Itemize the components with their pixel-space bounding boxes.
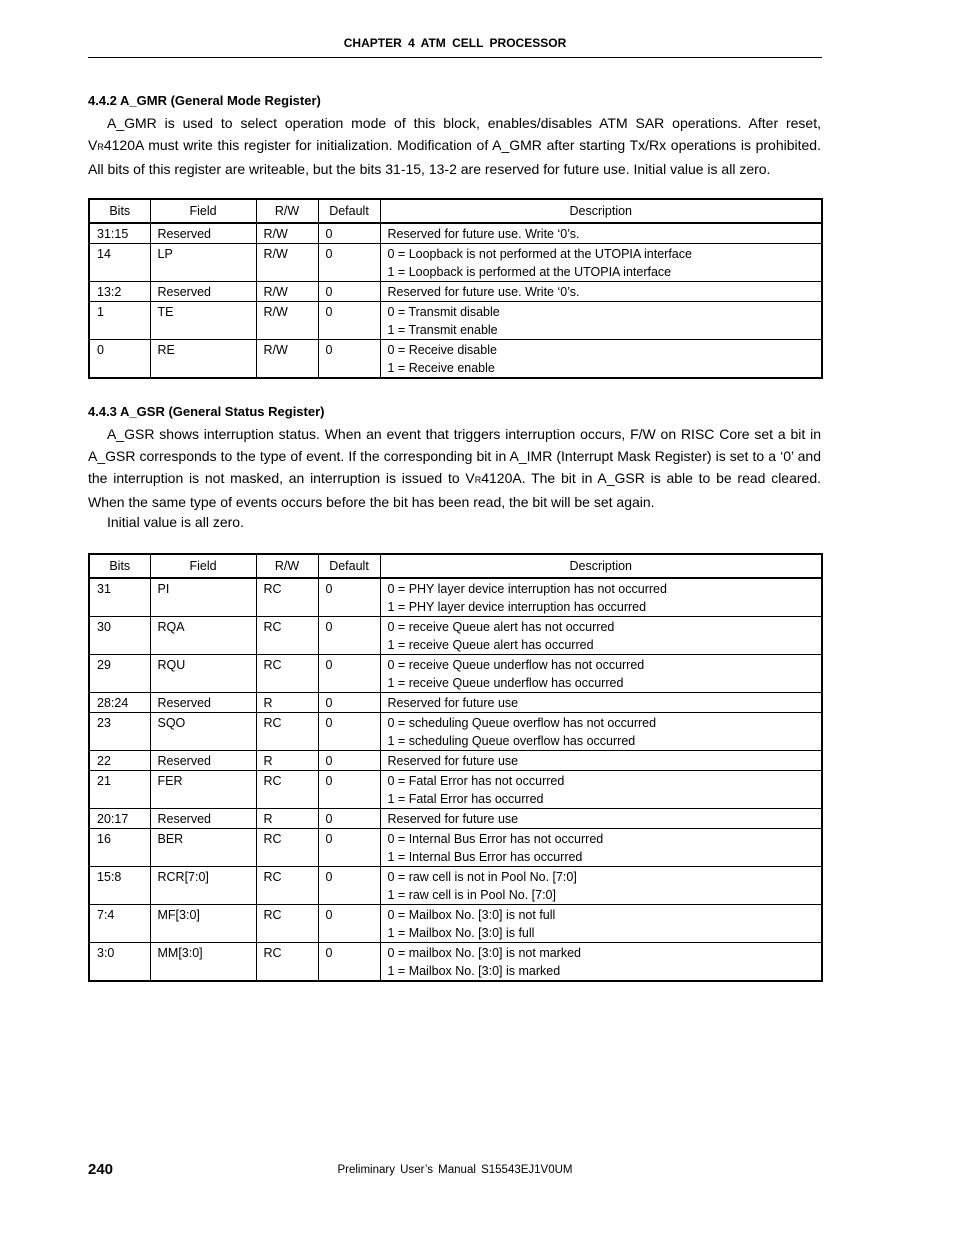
cell-field: RE — [150, 340, 256, 379]
cell-description — [380, 751, 822, 771]
description-line: 1 = scheduling Queue overflow has occurred — [387, 734, 636, 748]
cell-field: Reserved — [150, 282, 256, 302]
table-row — [89, 713, 822, 751]
description-line: 1 = Mailbox No. [3:0] is full — [387, 926, 535, 940]
gmr-description-part1: A_GMR is used to select operation mode of this block, enables/disables ATM SAR operations. After reset, V — [88, 115, 821, 153]
cell-rw: RC — [256, 905, 318, 943]
cell-description — [380, 282, 822, 302]
cell-rw: RC — [256, 771, 318, 809]
table-row — [89, 223, 822, 244]
cell-description — [380, 867, 822, 905]
cell-default: 0 — [318, 809, 380, 829]
cell-default: 0 — [318, 655, 380, 693]
cell-bits: 23 — [89, 713, 150, 751]
column-header-bits: Bits — [89, 199, 150, 223]
table-row — [89, 340, 822, 379]
cell-bits: 13:2 — [89, 282, 150, 302]
cell-field: PI — [150, 578, 256, 617]
cell-bits: 21 — [89, 771, 150, 809]
cell-default: 0 — [318, 867, 380, 905]
cell-default: 0 — [318, 578, 380, 617]
cell-field: RQA — [150, 617, 256, 655]
cell-rw: R — [256, 809, 318, 829]
page-number: 240 — [88, 1161, 114, 1178]
cell-default: 0 — [318, 713, 380, 751]
gmr-description — [88, 112, 821, 180]
table-row — [89, 578, 822, 617]
cell-bits: 14 — [89, 244, 150, 282]
cell-description — [380, 905, 822, 943]
table-row — [89, 302, 822, 340]
table-row — [89, 693, 822, 713]
cell-rw: RC — [256, 867, 318, 905]
description-line: 0 = PHY layer device interruption has not occurred — [387, 582, 667, 596]
cell-default: 0 — [318, 943, 380, 982]
cell-default: 0 — [318, 617, 380, 655]
cell-bits: 1 — [89, 302, 150, 340]
cell-bits: 7:4 — [89, 905, 150, 943]
table-row — [89, 809, 822, 829]
description-line: 0 = Transmit disable — [387, 305, 500, 319]
description-line: 1 = Receive enable — [387, 361, 495, 375]
table-header-row — [89, 199, 822, 223]
cell-default: 0 — [318, 302, 380, 340]
description-line: Reserved for future use — [387, 754, 519, 768]
description-line: 0 = scheduling Queue overflow has not occurred — [387, 716, 657, 730]
table-row — [89, 244, 822, 282]
cell-rw: R — [256, 751, 318, 771]
table-row — [89, 617, 822, 655]
cell-field: Reserved — [150, 223, 256, 244]
description-line: 1 = PHY layer device interruption has occurred — [387, 600, 647, 614]
column-header-bits: Bits — [89, 554, 150, 578]
description-line: 0 = Mailbox No. [3:0] is not full — [387, 908, 556, 922]
cell-description — [380, 244, 822, 282]
cell-bits: 31:15 — [89, 223, 150, 244]
cell-default: 0 — [318, 244, 380, 282]
gsr-description-part1: A_GSR shows interruption status. When an event that triggers interruption occurs, F/W on RISC Core set a bit in A_GSR corresponds to the type of event. If the corresponding bit in A_IMR (Interrupt Mask Register) is set to a ‘0’ and the interruption is not masked, an interruption is issued to V — [88, 426, 821, 486]
gsr-initial-value: Initial value is all zero. — [107, 514, 244, 530]
cell-description — [380, 617, 822, 655]
description-line: Reserved for future use — [387, 696, 519, 710]
chapter-header: CHAPTER 4 ATM CELL PROCESSOR — [343, 36, 567, 50]
header-rule — [88, 57, 822, 58]
cell-description — [380, 829, 822, 867]
table-row — [89, 867, 822, 905]
cell-bits: 3:0 — [89, 943, 150, 982]
description-line: 1 = receive Queue alert has occurred — [387, 638, 594, 652]
cell-default: 0 — [318, 693, 380, 713]
column-header-default: Default — [318, 554, 380, 578]
cell-description — [380, 578, 822, 617]
gsr-description-subscript: R — [474, 475, 482, 485]
cell-bits: 16 — [89, 829, 150, 867]
cell-field: SQO — [150, 713, 256, 751]
description-line: 1 = Transmit enable — [387, 323, 498, 337]
table-header-row — [89, 554, 822, 578]
description-line: Reserved for future use. Write ‘0’s. — [387, 285, 580, 299]
cell-rw: R/W — [256, 302, 318, 340]
cell-default: 0 — [318, 223, 380, 244]
cell-default: 0 — [318, 751, 380, 771]
gsr-description-part2: 4120A. The bit in A_GSR is able to be read cleared. When the same type of events occurs before the bit has been read, the bit will be set again. — [88, 470, 822, 510]
cell-field: MF[3:0] — [150, 905, 256, 943]
table-row — [89, 905, 822, 943]
description-line: 0 = Fatal Error has not occurred — [387, 774, 565, 788]
cell-default: 0 — [318, 282, 380, 302]
description-line: 0 = Receive disable — [387, 343, 497, 357]
section-heading-gsr: 4.4.3 A_GSR (General Status Register) — [88, 404, 325, 419]
cell-field: BER — [150, 829, 256, 867]
gsr-description — [88, 423, 821, 513]
description-line: 0 = receive Queue alert has not occurred — [387, 620, 615, 634]
cell-field: FER — [150, 771, 256, 809]
cell-rw: R/W — [256, 340, 318, 379]
cell-rw: R — [256, 693, 318, 713]
cell-rw: RC — [256, 943, 318, 982]
table-row — [89, 655, 822, 693]
cell-description — [380, 771, 822, 809]
cell-bits: 31 — [89, 578, 150, 617]
cell-rw: RC — [256, 655, 318, 693]
cell-rw: R/W — [256, 244, 318, 282]
description-line: 1 = Fatal Error has occurred — [387, 792, 544, 806]
cell-bits: 15:8 — [89, 867, 150, 905]
cell-rw: RC — [256, 617, 318, 655]
cell-rw: RC — [256, 578, 318, 617]
cell-description — [380, 302, 822, 340]
table-row — [89, 943, 822, 982]
description-line: Reserved for future use — [387, 812, 519, 826]
column-header-rw: R/W — [256, 554, 318, 578]
description-line: 1 = Loopback is performed at the UTOPIA interface — [387, 265, 672, 279]
cell-field: Reserved — [150, 751, 256, 771]
cell-rw: RC — [256, 713, 318, 751]
cell-field: MM[3:0] — [150, 943, 256, 982]
cell-description — [380, 223, 822, 244]
cell-bits: 28:24 — [89, 693, 150, 713]
table-row — [89, 751, 822, 771]
description-line: 0 = raw cell is not in Pool No. [7:0] — [387, 870, 577, 884]
cell-bits: 30 — [89, 617, 150, 655]
description-line: 0 = Internal Bus Error has not occurred — [387, 832, 604, 846]
column-header-default: Default — [318, 199, 380, 223]
manual-reference: Preliminary User’s Manual S15543EJ1V0UM — [337, 1164, 573, 1176]
description-line: 0 = Loopback is not performed at the UTOPIA interface — [387, 247, 692, 261]
description-line: 1 = raw cell is in Pool No. [7:0] — [387, 888, 556, 902]
gmr-register-table — [88, 198, 823, 379]
description-line: 1 = Mailbox No. [3:0] is marked — [387, 964, 561, 978]
cell-default: 0 — [318, 340, 380, 379]
column-header-field: Field — [150, 199, 256, 223]
cell-field: Reserved — [150, 693, 256, 713]
cell-field: LP — [150, 244, 256, 282]
cell-rw: R/W — [256, 223, 318, 244]
column-header-field: Field — [150, 554, 256, 578]
column-header-description: Description — [380, 554, 822, 578]
cell-bits: 29 — [89, 655, 150, 693]
column-header-description: Description — [380, 199, 822, 223]
cell-description — [380, 809, 822, 829]
cell-field: TE — [150, 302, 256, 340]
cell-description — [380, 693, 822, 713]
table-row — [89, 829, 822, 867]
description-line: 0 = mailbox No. [3:0] is not marked — [387, 946, 581, 960]
cell-bits: 0 — [89, 340, 150, 379]
gmr-description-subscript: R — [97, 142, 104, 152]
description-line: 1 = receive Queue underflow has occurred — [387, 676, 624, 690]
section-heading-gmr: 4.4.2 A_GMR (General Mode Register) — [88, 93, 321, 108]
cell-field: RQU — [150, 655, 256, 693]
cell-default: 0 — [318, 829, 380, 867]
cell-rw: RC — [256, 829, 318, 867]
cell-default: 0 — [318, 905, 380, 943]
description-line: 0 = receive Queue underflow has not occurred — [387, 658, 645, 672]
cell-description — [380, 340, 822, 379]
cell-rw: R/W — [256, 282, 318, 302]
cell-default: 0 — [318, 771, 380, 809]
description-line: Reserved for future use. Write ‘0’s. — [387, 227, 580, 241]
gmr-description-part2: 4120A must write this register for initialization. Modification of A_GMR after starting Tx/Rx operations is prohibited. All bits of this register are writeable, but the bits 31-15, 13-2 are reserved for future use. Initial value is all zero. — [88, 137, 821, 177]
description-line: 1 = Internal Bus Error has occurred — [387, 850, 583, 864]
cell-description — [380, 943, 822, 982]
cell-bits: 22 — [89, 751, 150, 771]
table-row — [89, 771, 822, 809]
column-header-rw: R/W — [256, 199, 318, 223]
cell-field: Reserved — [150, 809, 256, 829]
table-row — [89, 282, 822, 302]
cell-field: RCR[7:0] — [150, 867, 256, 905]
cell-bits: 20:17 — [89, 809, 150, 829]
cell-description — [380, 655, 822, 693]
cell-description — [380, 713, 822, 751]
gsr-register-table — [88, 553, 823, 982]
